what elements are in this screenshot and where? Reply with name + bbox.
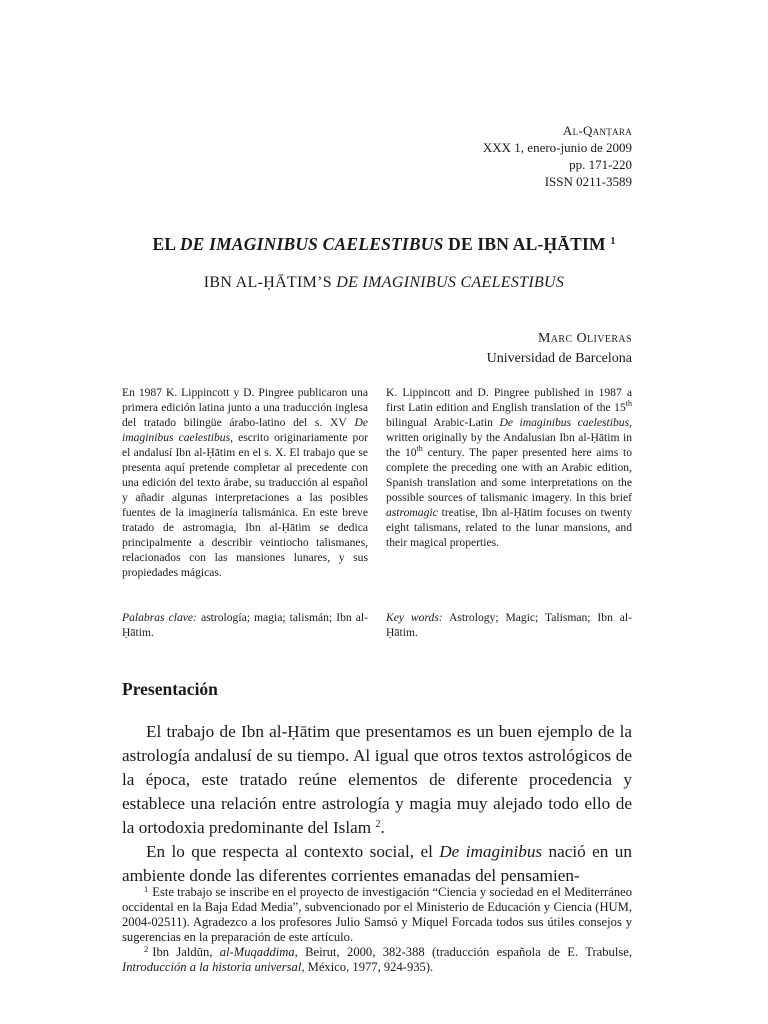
body-p1-text: El trabajo de Ibn al-Ḥātim que presentamos es un buen ejemplo de la astrología andalusí de su tiempo. Al igual que otros textos astrológicos de la época, este tratado reúne elementos de diferente procedencia y establece una relación entre astrología y magia muy alejado todo ello de la ortodoxia predominante del Islam [122,722,632,837]
abstract-spanish-text [122,385,368,580]
keywords-english [386,610,632,640]
body-paragraph-2 [122,840,632,888]
abstract-english [386,385,633,639]
abstract-es-text-3: escrito originariamente por el andalusí Ibn al-Ḥātim en el s. [122,431,368,459]
footnote-1-text: Este trabajo se inscribe en el proyecto de investigación “Ciencia y sociedad en el Mediterráneo occidental en la Baja Edad Media”, subvencionado por el Ministerio de Educación y Ciencia (HUM, 2004-02511). Agradezco a los profesores Julio Samsó y Miquel Forcada todos sus útiles consejos y sugerencias en la preparación de este artículo. [122,885,632,944]
body-p2-italic: De imaginibus [439,842,543,861]
author-block [487,329,632,369]
body-text [122,720,632,888]
article-subtitle [0,274,768,292]
footnote-2-mark: 2 [144,944,149,954]
journal-pages: pp. 171-220 [569,157,632,172]
abstract-en-text-5: treatise, Ibn al-Ḥātim focuses on twenty eight talismans, related to the lunar mansions, and their magical properties. [386,506,632,549]
abstract-es-century-2: X [274,446,284,459]
footnote-1 [122,885,632,945]
footnote-1-mark: 1 [144,884,149,894]
title-footnote-mark[interactable]: 1 [610,236,616,247]
abstract-es-century: XV [330,416,347,429]
journal-issn: ISSN 0211-3589 [544,174,632,189]
journal-issue: XXX 1, enero-junio de 2009 [482,140,632,155]
abstract-en-sup-2: th [416,444,423,454]
article-title [0,234,768,255]
body-p2-text-b: nació en un ambiente donde las diferentes corrientes emanadas del pensamien- [122,842,632,885]
keywords-es-text: astrología; magia; talismán; Ibn al-Ḥātim. [122,611,368,639]
footnote-2-italic-1: al-Muqaddima, [219,945,298,959]
journal-name: Al-Qanṭara [562,123,632,138]
abstract-en-text-4: century. The paper presented here aims to complete the preceding one with an Arabic edition, Spanish translation and some interpretations on the possible sources of talismanic imagery. In this brief [386,446,633,504]
journal-info [483,122,632,190]
abstract-es-text-1: En 1987 K. Lippincott y D. Pingree publicaron una primera edición latina junto a una traducción inglesa del tratado bilingüe árabo-latino del s. [122,386,368,429]
subtitle-italic: DE IMAGINIBUS CAELESTIBUS [336,274,565,291]
footnote-2-text-a: Ibn Jaldūn, [152,945,220,959]
keywords-es-label: Palabras clave: [122,611,197,624]
abstract-en-text-1: K. Lippincott and D. Pingree published in 1987 a first Latin edition and English translation of the 15 [386,386,632,414]
abstract-en-italic-title: De imaginibus caelestibus, [499,416,633,429]
keywords-spanish [122,610,368,640]
title-italic: DE IMAGINIBUS CAELESTIBUS [179,234,444,254]
section-heading: Presentación [122,679,218,699]
body-paragraph-1 [122,720,632,840]
title-suffix: DE IBN AL-ḤĀTIM [443,234,606,254]
abstract-en-text-3: written originally by the Andalusian Ibn al-Ḥātim in the 10 [386,431,632,459]
subtitle-prefix: IBN AL-ḤĀTIM’S [203,274,337,291]
keywords-en-label: Key words: [386,611,443,624]
footnote-ref-2[interactable]: 2 [375,819,381,830]
author-name: Marc Oliveras [537,331,632,346]
abstract-en-sup-1: th [625,399,632,409]
title-prefix: EL [152,234,180,254]
footnotes [122,885,632,975]
body-p2-text-a: En lo que respecta al contexto social, el [146,842,440,861]
abstract-en-italic-astromagic: astromagic [386,506,438,519]
footnote-2 [122,945,632,975]
body-p1-end: . [380,818,385,837]
abstract-english-text [386,385,632,550]
abstract-es-text-4: . El trabajo que se presenta aquí pretende completar al precedente con una edición del texto árabe, su traducción al español y añadir algunas interpretaciones a las posibles fuentes de la imaginería talismánica. En este breve tratado de astromagia, Ibn al-Ḥātim se dedica principalmente a describir veintiocho talismanes, relacionados con las mansiones lunares, y sus propiedades mágicas. [122,446,368,579]
footnote-2-italic-2: Introducción a la historia universal, [122,960,305,974]
footnote-2-text-b: Beirut, 2000, 382-388 (traducción española de E. Trabulse, [297,945,632,959]
author-affiliation: Universidad de Barcelona [486,351,632,366]
abstract-spanish [122,385,368,639]
abstract-en-text-2: bilingual Arabic-Latin [386,416,500,429]
keywords-en-text: Astrology; Magic; Talisman; Ibn al-Ḥātim. [386,611,632,639]
abstract-es-italic-title: De imaginibus caelestibus, [122,416,368,444]
footnote-2-text-c: México, 1977, 924-935). [304,960,434,974]
